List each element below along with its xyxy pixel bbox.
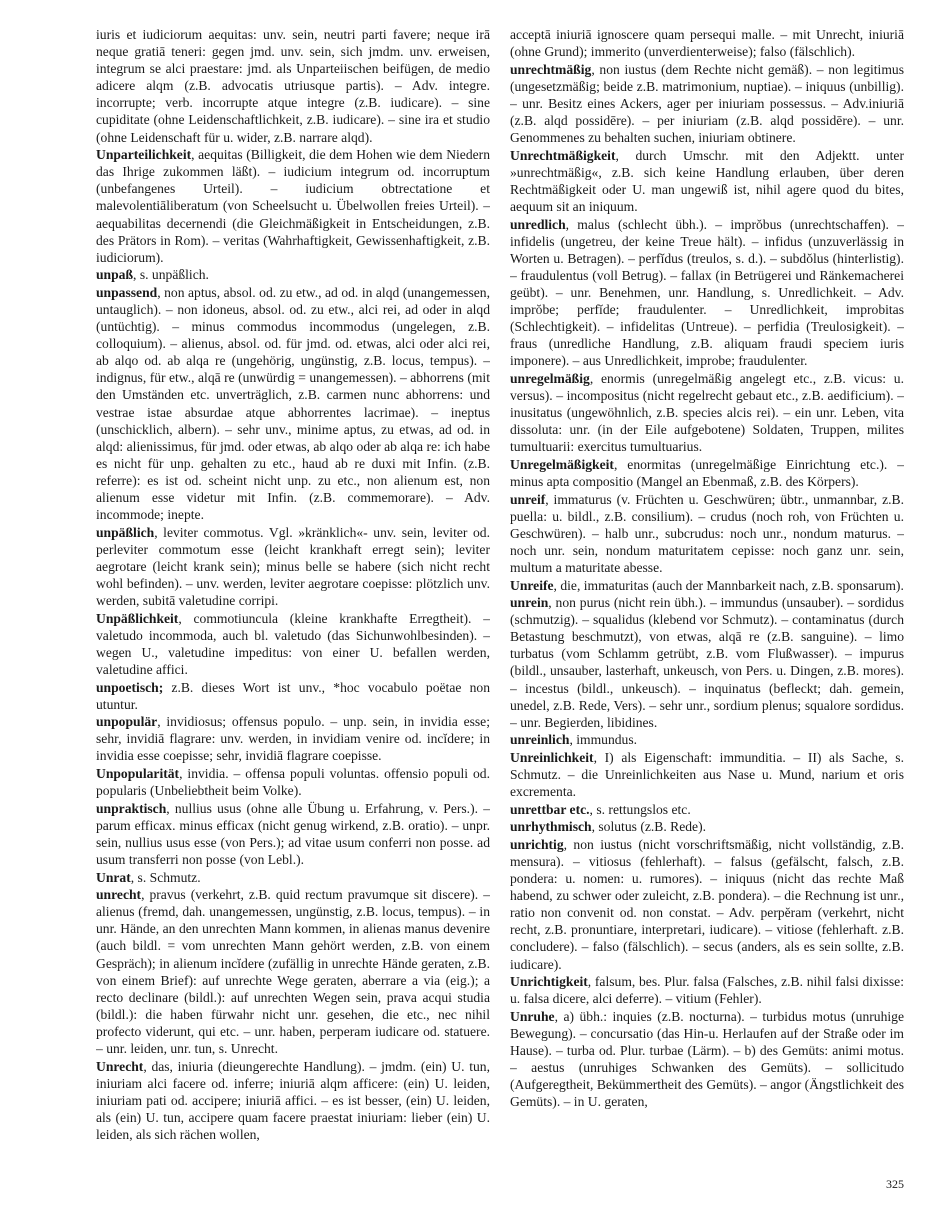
left-column: [96, 26, 490, 1186]
dictionary-entry: [510, 491, 904, 576]
entry-headword: unregelmäßig: [510, 370, 590, 386]
dictionary-entry: [510, 973, 904, 1007]
entry-headword: Unpopularität: [96, 766, 180, 782]
dictionary-entry: [510, 61, 904, 146]
dictionary-entry: [510, 147, 904, 215]
dictionary-entry: [510, 749, 904, 800]
entry-text: , non aptus, absol. od. zu etw., ad od. in alqd (unangemessen, untauglich). – non idoneus, absol. od. zu etw., alci rei, ad oder in alqd (untüchtig). – minus commodus incommodus (ungelegen, z.B. colloquium). – alienus, absol. od. für jmd. od. etwas, alci oder alci rei, ab alqo od. ab alqa re (ungehörig, ungünstig, z.B. locus, tempus). – indignus, für etw., alqā re (unwürdig = unangemessen). – abhorrens (mit den Umständen etc. unverträglich, z.B. carmen nunc abhorrens: und vestrae istae absurdae atque abhorrentes lacrimae). – ineptus (unschicklich, albern). – sehr unv., minime aptus, zu etwas, ad od. in alqd: alienissimus, für jmd. oder etwas, ab alqo oder ab alqa re: ich habe es nicht für unp. gehalten zu etc., haud ab re duxi mit Infin. (z.B. referre): es ist od. scheint nicht unp. zu etc., non alienum est, non alienum esse videtur mit Infin. (z.B. commemorare). – Adv. incommode; inepte.: [96, 284, 490, 523]
entry-text: , immaturus (v. Früchten u. Geschwüren; übtr., unmannbar, z.B. puella: u. bildl., z.B. consilium). – crudus (noch roh, von Früchten u. Geschwüren). – halb unr., subcrudus: noch unr., nondum maturus. – noch unr. sein, nondum maturitatem cepisse: noch ganz unr. sein, multum a maturitate abesse.: [510, 491, 904, 575]
entry-headword: unpassend: [96, 284, 158, 300]
entry-headword: unrhythmisch: [510, 819, 592, 835]
entry-headword: Unrat: [96, 869, 131, 885]
entry-text: , leviter commotus. Vgl. »kränklich«- unv. sein, leviter od. perleviter commotum esse (leicht krankhaft erregt sein); leviter aegrotare (leicht krank sein); minus belle se habere (sich nicht recht wohl befinden). – unv. werden, leviter aegrotare coepisse: plötzlich unv. werden, subitā valetudine corripi.: [96, 524, 490, 609]
entry-headword: unrichtig: [510, 836, 564, 852]
dictionary-entry: [510, 577, 904, 594]
dictionary-entry: [96, 266, 490, 283]
right-column: [510, 26, 904, 1186]
entry-text: , invidia. – offensa populi voluntas. offensio populi od. popularis (Unbeliebtheit beim Volke).: [96, 766, 490, 799]
dictionary-entry: [96, 26, 490, 146]
entry-text: , die, immaturitas (auch der Mannbarkeit nach, z.B. sponsarum).: [553, 577, 904, 593]
entry-text: , pravus (verkehrt, z.B. quid rectum pravumque sit discere). – alienus (fremd, dah. unangemessen, ungünstig, z.B. locus, tempus). – in unr. Hände, an den unrechten Mann kommen, in alienas manus devenire (auch bildl. = vom unrechten Mann gehört werden, z.B. von einem Gespräch); in alienum incĭdere (zufällig in unrechte Hände geraten, z.B. von einem Brief): auf unrechte Wege geraten, aberrare a via (eig.); a recto declinare (bildl.): auf unrechten Wegen sein, prava acqui studia (bildl.): die haben fürwahr nicht unr. gesehen, die etc., nec nihil profecto viderunt, qui etc. – unr. haben, perperam iudicare od. statuere. – unr. leiden, unr. tun, s. Unrecht.: [96, 887, 490, 1057]
entry-headword: unpraktisch: [96, 800, 167, 816]
dictionary-entry: [96, 1058, 490, 1143]
entry-text: acceptā iniuriā ignoscere quam persequi malle. – mit Unrecht, iniuriā (ohne Grund); immerito (unverdienterweise); falso (fälschlich).: [510, 27, 904, 60]
dictionary-entry: [96, 524, 490, 609]
entry-headword: Unparteilichkeit: [96, 147, 192, 163]
entry-text: , s. Schmutz.: [130, 869, 201, 885]
entry-headword: unreinlich: [510, 732, 570, 748]
dictionary-entry: [96, 679, 490, 713]
entry-text: , durch Umschr. mit den Adjektt. unter »unrechtmäßig«, z.B. sich keine Handlung erlauben, über deren Rechtmäßigkeit oder U. man ungewiß ist, nihil agere quod du bites, aequum sit an iniquum.: [510, 147, 904, 214]
page-number: 325: [886, 1177, 904, 1191]
entry-headword: unrein: [510, 595, 549, 611]
entry-headword: Unruhe: [510, 1008, 555, 1024]
dictionary-entry: [510, 731, 904, 748]
entry-headword: unrechtmäßig: [510, 61, 592, 77]
entry-text: , I) als Eigenschaft: immunditia. – II) als Sache, s. Schmutz. – die Unreinlichkeiten aus Nase u. Mund, narium et oris excrementa.: [510, 749, 904, 800]
entry-headword: unpopulär: [96, 714, 158, 730]
dictionary-entry: [510, 594, 904, 731]
dictionary-entry: [510, 836, 904, 973]
dictionary-entry: [510, 801, 904, 818]
dictionary-entry: [510, 818, 904, 835]
entry-text: , invidiosus; offensus populo. – unp. sein, in invidia esse; sehr, invidiā flagrare: unv. werden, in invidiam venire od. incĭdere; in invidia esse coepisse; sehr, invidiā flagrare coepisse.: [96, 714, 490, 764]
entry-text: , solutus (z.B. Rede).: [591, 819, 706, 835]
entry-headword: unpaß: [96, 267, 134, 283]
entry-text: , s. rettungslos etc.: [589, 801, 691, 817]
entry-headword: unrettbar etc.: [510, 801, 590, 817]
entry-text: , s. unpäßlich.: [133, 267, 209, 283]
entry-headword: unpäßlich: [96, 524, 155, 540]
entry-headword: Unreife: [510, 577, 554, 593]
dictionary-page: [96, 26, 904, 1186]
entry-headword: Unrecht: [96, 1058, 144, 1074]
entry-text: , a) übh.: inquies (z.B. nocturna). – turbidus motus (unruhige Bewegung). – concursatio (das Hin-u. Herlaufen auf der Straße oder im Hause). – turba od. Plur. turbae (Lärm). – b) des Gemüts: animi motus. – aestus (unruhiges Schwanken des Gemüts). – sollicitudo (Aufgeregtheit, Bekümmertheit des Gemüts). – angor (Ängstlichkeit des Gemüts). – in U. geraten,: [510, 1008, 904, 1110]
dictionary-entry: [96, 869, 490, 886]
dictionary-entry: [510, 26, 904, 60]
dictionary-entry: [510, 216, 904, 370]
entry-text: iuris et iudiciorum aequitas: unv. sein, neutri parti favere; neque irā neque gratiā teneri: gegen jmd. unv. sein, sich jmdm. unv. erweisen, integrum se alci praestare: jmd. als Unparteiischen beifügen, de medio adicere alqm (z.B. advocatis utriusque partis). – Adv. integre. incorrupte; verb. incorrupte atque integre (z.B. iudicare). – sine cupiditate (ohne Leidenschaftlichkeit, z.B. iudicare). – sine ira et studio (ohne Leidenschaft für u. wider, z.B. narrare alqd).: [96, 27, 490, 145]
entry-headword: Unreinlichkeit: [510, 749, 594, 765]
dictionary-entry: [510, 456, 904, 490]
entry-headword: Unrichtigkeit: [510, 974, 588, 990]
dictionary-entry: [96, 765, 490, 799]
dictionary-entry: [96, 284, 490, 523]
entry-text: , non iustus (nicht vorschriftsmäßig, nicht vollständig, z.B. mensura). – vitiosus (fehlerhaft). – falsus (gefälscht, falsch, z.B. pondera: u. nomen: u. rumores). – iniquus (nicht das rechte Maß habend, zu schwer oder zuleicht, z.B. pondera). – die Rechnung ist unr., ratio non convenit od. non constat. – Adv. perpĕram (verkehrt, nicht recht, z.B. pronuntiare, interpretari, iudicare). – vitiose (fehlerhaft. z.B. concludere). – falso (fälschlich). – secus (anders, als es sein sollte, z.B. iudicare).: [510, 836, 904, 972]
dictionary-entry: [96, 886, 490, 1057]
entry-text: , commotiuncula (kleine krankhafte Erregtheit). – valetudo incommoda, auch bl. valetudo (das Sichunwohlbesinden). – wegen U., valetudine impeditus: von einer U. befallen werden, valetudine affici.: [96, 610, 490, 677]
dictionary-entry: [96, 713, 490, 764]
entry-text: , nullius usus (ohne alle Übung u. Erfahrung, v. Pers.). – parum efficax. minus efficax (nicht genug wirkend, z.B. oratio). – unpr. sein, nullius usus esse (von Pers.); ad vitae usum conferri non posse. ad usum transferri non posse (von Lebl.).: [96, 800, 490, 867]
dictionary-entry: [510, 1008, 904, 1111]
entry-text: z.B. dieses Wort ist unv., *hoc vocabulo poëtae non utuntur.: [96, 679, 490, 712]
entry-text: , enormis (unregelmäßig angelegt etc., z.B. vicus: u. versus). – incompositus (nicht regelrecht gebaut etc., z.B. aedificium). – inusitatus (ungewöhnlich, z.B. species alcis rei). – ein unr. Leben, vita dissoluta: unr. (in der Eile aufgebotene) Soldaten, Truppen, milites tumultuarii: exercitus tumultuarius.: [510, 370, 904, 455]
dictionary-entry: [96, 146, 490, 266]
dictionary-entry: [96, 610, 490, 678]
entry-headword: unrecht: [96, 887, 142, 903]
entry-text: , aequitas (Billigkeit, die dem Hohen wie dem Niedern das Ihrige zukommen läßt). – iudicium integrum od. incorruptum (unbefangenes Urteil). – iudicium obtrectatione et malevolentiāliberatum (von Scheelsucht u. Übelwollen freies Urteil). – aequabilitas decernendi (die Gleichmäßigkeit in Entscheidungen, z.B. des Prätors in Rom). – veritas (Wahrhaftigkeit, Gewissenhaftigkeit, z.B. iudiciorum).: [96, 147, 490, 265]
entry-text: , immundus.: [569, 732, 638, 748]
entry-headword: Unpäßlichkeit: [96, 610, 179, 626]
entry-text: , falsum, bes. Plur. falsa (Falsches, z.B. nihil falsi dixisse: u. falsa dicere, alci deferre). – vitium (Fehler).: [510, 974, 904, 1007]
entry-text: , non iustus (dem Rechte nicht gemäß). – non legitimus (ungesetzmäßig; beide z.B. matrimonium, nuptiae). – iniquus (unbillig). – unr. Besitz eines Ackers, ager per iniuriam possessus. – Adv.iniuriā (z.B. alqd possidēre). – per iniuriam (z.B. alqd possidēre). – unr. Genommenes zu behalten suchen, iniuriam obtinere.: [510, 61, 904, 146]
entry-headword: unreif: [510, 491, 546, 507]
entry-text: , malus (schlecht übh.). – imprŏbus (unrechtschaffen). – infidelis (ungetreu, der keine Treue hält). – infidus (unzuverlässig in Worten u. Betragen). – perfĭdus (treulos, s. d.). – subdŏlus (hinterlistig). – fraudulentus (voll Betrug). – fallax (in Betrügerei und Ränkemacherei geübt). – unr. Benehmen, unr. Handlung, s. Unredlichkeit. – Adv. imprŏbe; perfĭde; fraudulenter. – Unredlichkeit, improbitas (Schlechtigkeit). – infidelitas (Untreue). – perfidia (Treulosigkeit). – fraus (unredliche Handlung, z.B. aliquam fraudi speciem iuris imponere). – aus Unredlichkeit, improbe; fraudulenter.: [510, 216, 904, 369]
entry-headword: Unregelmäßigkeit: [510, 456, 614, 472]
entry-text: , non purus (nicht rein übh.). – immundus (unsauber). – sordidus (schmutzig). – squalidus (klebend vor Schmutz). – contaminatus (durch Betastung beschmutzt), von etwas, alqā re (z.B. sanguine). – limo turbatus (vom Schlamm getrübt, z.B. vom Flußwasser). – impurus (bildl., unsauber, lasterhaft, unkeusch, von Pers. u. Dingen, z.B. mores). – incestus (bildl., unkeusch). – inquinatus (befleckt; dah. gemein, unedel, z.B. Rede, Vers). – sehr unr., sordium plenus; squalore sordidus. – unr. Begierden, libidines.: [510, 595, 904, 730]
entry-text: , das, iniuria (dieungerechte Handlung). – jmdm. (ein) U. tun, iniuriam alci facere od. inferre; iniuriā alqm afficere: (ein) U. leiden, iniuriam pati od. accipere; iniuriā affici. – es ist besser, (ein) U. leiden, als (ein) U. tun, accipere quam facere praestat iniuriam: lieber (ein) U. leiden, als sich rächen wollen,: [96, 1058, 490, 1142]
dictionary-entry: [510, 370, 904, 455]
entry-text: , enormitas (unregelmäßige Einrichtung etc.). – minus apta compositio (Mangel an Ebenmaß, z.B. des Körpers).: [510, 456, 904, 489]
dictionary-entry: [96, 800, 490, 868]
entry-headword: Unrechtmäßigkeit: [510, 147, 616, 163]
entry-headword: unpoetisch;: [96, 679, 164, 695]
entry-headword: unredlich: [510, 216, 566, 232]
